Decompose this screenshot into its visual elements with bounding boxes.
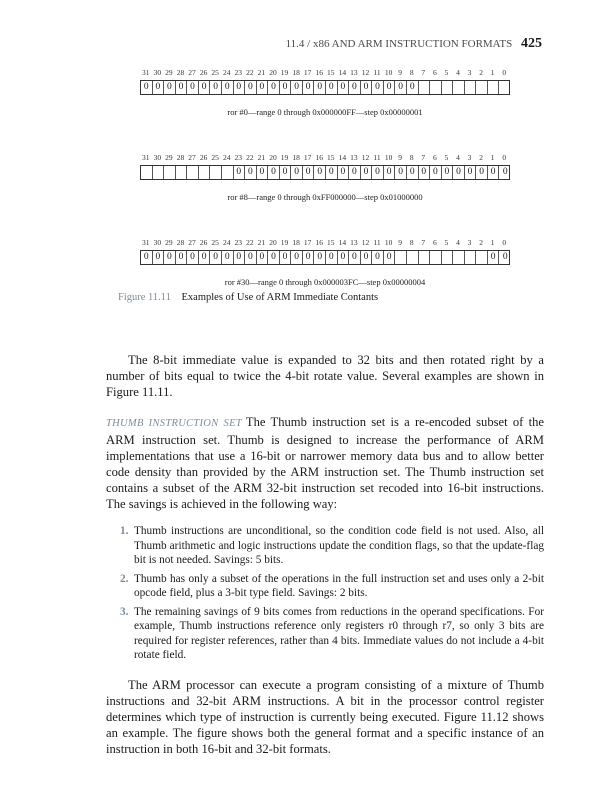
bit-index-label: 8 xyxy=(409,153,414,162)
bit-cell: 0 xyxy=(326,251,338,264)
bit-index-label: 7 xyxy=(421,153,426,162)
bit-index-label: 3 xyxy=(467,153,472,162)
bit-index-label: 14 xyxy=(338,238,347,247)
example-caption-1: ror #0—range 0 through 0x000000FF—step 0x00000001 xyxy=(227,107,423,117)
bit-index-label: 21 xyxy=(257,68,266,77)
bit-cell: 0 xyxy=(303,81,315,94)
bit-cell xyxy=(476,251,488,264)
bit-index-label: 7 xyxy=(421,238,426,247)
section-title: 11.4 / x86 AND ARM INSTRUCTION FORMATS xyxy=(285,38,513,50)
bit-cell: 0 xyxy=(419,166,431,179)
bit-index-label: 0 xyxy=(502,153,507,162)
bit-index-label: 28 xyxy=(176,68,185,77)
bit-cell: 0 xyxy=(280,251,292,264)
figure-title: Examples of Use of ARM Immediate Contants xyxy=(181,292,379,303)
bit-cell: 0 xyxy=(361,166,373,179)
bit-index-label: 5 xyxy=(444,153,449,162)
list-text: Thumb instructions are unconditional, so the condition code field is not used. Also, all Thumb arithmetic and logic instructions update the condition flags, so that the update-flag bit is not needed. Savings: 5 bits. xyxy=(134,525,544,566)
bit-cell: 0 xyxy=(372,81,384,94)
bit-index-label: 28 xyxy=(176,153,185,162)
bit-cell: 0 xyxy=(268,251,280,264)
bit-index-label: 6 xyxy=(432,68,437,77)
bit-cell: 0 xyxy=(141,251,153,264)
bit-cell xyxy=(199,166,211,179)
bit-cell: 0 xyxy=(395,166,407,179)
body-text xyxy=(106,352,544,757)
bit-index-label: 19 xyxy=(280,68,289,77)
bit-index-label: 24 xyxy=(222,153,231,162)
bit-index-label: 31 xyxy=(142,68,150,77)
bit-cell: 0 xyxy=(453,166,465,179)
bit-cell: 0 xyxy=(384,166,396,179)
bit-index-label: 6 xyxy=(432,153,437,162)
bit-cell xyxy=(187,166,199,179)
bit-cell: 0 xyxy=(291,251,303,264)
thumb-text: The Thumb instruction set is a re-encoded subset of the ARM instruction set. Thumb is designed to increase the performance of ARM implementations that use a 16-bit or narrower memory data bus and to allow better code density than provided by the ARM instruction set. The Thumb instruction set contains a subset of the ARM 32-bit instruction set recoded into 16-bit instructions. The savings is achieved in the following way: xyxy=(106,415,544,511)
bit-index-label: 11 xyxy=(373,238,381,247)
list-text: Thumb has only a subset of the operations in the full instruction set and uses only a 2-bit opcode field, plus a 3-bit type field. Savings: 2 bits. xyxy=(134,572,544,599)
bit-cell: 0 xyxy=(291,81,303,94)
bit-index-label: 22 xyxy=(246,153,254,162)
bit-index-label: 15 xyxy=(327,68,335,77)
bit-index-label: 17 xyxy=(303,68,312,77)
bit-cell xyxy=(499,81,511,94)
bit-cell: 0 xyxy=(407,81,419,94)
bit-index-label: 15 xyxy=(327,153,335,162)
bit-index-label: 13 xyxy=(350,153,358,162)
page-number: 425 xyxy=(521,36,542,51)
bit-index-label: 30 xyxy=(153,68,162,77)
bit-index-label: 14 xyxy=(338,153,347,162)
bit-cell: 0 xyxy=(430,166,442,179)
bit-cell: 0 xyxy=(314,251,326,264)
bit-cell xyxy=(141,166,153,179)
bit-index-label: 6 xyxy=(432,238,437,247)
bit-index-label: 9 xyxy=(398,238,403,247)
bit-cell: 0 xyxy=(349,81,361,94)
register-example-1 xyxy=(140,68,510,95)
bit-cell: 0 xyxy=(372,166,384,179)
bit-index-label: 17 xyxy=(303,153,312,162)
bit-index-label: 0 xyxy=(502,238,507,247)
bit-cell: 0 xyxy=(234,251,246,264)
bit-index-label: 23 xyxy=(234,238,243,247)
bit-cell: 0 xyxy=(245,166,257,179)
bit-cell: 0 xyxy=(141,81,153,94)
bit-index-label: 15 xyxy=(327,238,335,247)
figure-label: Figure 11.11 xyxy=(118,292,171,303)
bit-cell: 0 xyxy=(222,81,234,94)
bit-index-label: 21 xyxy=(257,153,266,162)
bit-cell: 0 xyxy=(361,81,373,94)
bit-cell: 0 xyxy=(245,251,257,264)
bit-index-label: 10 xyxy=(384,238,393,247)
example-caption-2: ror #8—range 0 through 0xFF000000—step 0x01000000 xyxy=(227,192,423,202)
bit-cell: 0 xyxy=(338,166,350,179)
bit-cell: 0 xyxy=(210,251,222,264)
bit-index-label: 20 xyxy=(269,238,277,247)
bit-cell xyxy=(164,166,176,179)
bit-cell: 0 xyxy=(502,252,508,262)
bit-cell: 0 xyxy=(245,81,257,94)
bit-index-label: 4 xyxy=(456,68,460,77)
bit-index-row xyxy=(140,238,510,248)
bit-index-label: 10 xyxy=(384,68,393,77)
bit-index-label: 29 xyxy=(165,238,173,247)
bit-index-label: 9 xyxy=(398,153,403,162)
bit-cell: 0 xyxy=(361,251,373,264)
bit-cell xyxy=(419,81,431,94)
bit-cell: 0 xyxy=(314,166,326,179)
bit-index-label: 22 xyxy=(246,68,254,77)
bit-cell xyxy=(465,81,477,94)
bit-index-label: 16 xyxy=(315,238,323,247)
bit-index-row xyxy=(140,153,510,163)
bit-cell xyxy=(430,251,442,264)
example-caption-3: ror #30—range 0 through 0x000003FC—step 0x00000004 xyxy=(224,277,426,287)
bit-cell: 0 xyxy=(326,166,338,179)
bit-index-label: 11 xyxy=(373,153,381,162)
bit-index-label: 20 xyxy=(269,68,277,77)
bit-cell: 0 xyxy=(372,251,384,264)
register-bitfield xyxy=(140,80,510,95)
bit-index-label: 31 xyxy=(142,238,150,247)
list-number: 3. xyxy=(120,605,129,618)
bit-index-label: 1 xyxy=(490,153,495,162)
bit-index-label: 16 xyxy=(315,153,323,162)
bit-index-label: 30 xyxy=(153,153,162,162)
bit-cell: 0 xyxy=(395,81,407,94)
register-example-2 xyxy=(140,153,510,180)
bit-cell: 0 xyxy=(257,251,269,264)
bit-index-label: 16 xyxy=(315,68,323,77)
bit-cell: 0 xyxy=(280,166,292,179)
bit-cell: 0 xyxy=(268,81,280,94)
bit-index-label: 24 xyxy=(222,238,231,247)
bit-index-label: 12 xyxy=(361,153,370,162)
list-number: 2. xyxy=(120,572,129,585)
bit-index-label: 23 xyxy=(234,68,243,77)
bit-cell: 0 xyxy=(187,251,199,264)
bit-index-label: 24 xyxy=(222,68,231,77)
bit-cell: 0 xyxy=(199,81,211,94)
bit-cell: 0 xyxy=(164,251,176,264)
bit-cell: 0 xyxy=(465,166,477,179)
figure-caption xyxy=(118,292,378,303)
list-item xyxy=(106,572,544,601)
bit-index-label: 27 xyxy=(188,153,196,162)
bit-cell: 0 xyxy=(210,81,222,94)
bit-index-label: 7 xyxy=(421,68,426,77)
register-example-3 xyxy=(140,238,510,265)
bit-index-label: 14 xyxy=(338,68,347,77)
bit-cell: 0 xyxy=(338,251,350,264)
bit-index-label: 29 xyxy=(165,68,173,77)
bit-index-label: 12 xyxy=(361,68,370,77)
bit-cell: 0 xyxy=(291,166,303,179)
bit-cell xyxy=(222,166,234,179)
bit-index-label: 25 xyxy=(211,153,219,162)
bit-index-label: 18 xyxy=(292,153,300,162)
bit-cell: 0 xyxy=(303,166,315,179)
bit-index-label: 27 xyxy=(188,238,196,247)
bit-cell: 0 xyxy=(384,81,396,94)
bit-index-label: 28 xyxy=(176,238,185,247)
bit-index-label: 18 xyxy=(292,68,300,77)
bit-cell: 0 xyxy=(234,166,246,179)
bit-index-label: 29 xyxy=(165,153,173,162)
paragraph-thumb xyxy=(106,414,544,512)
bit-index-label: 2 xyxy=(479,238,483,247)
bit-index-label: 25 xyxy=(211,68,219,77)
bit-index-label: 8 xyxy=(409,68,414,77)
bit-index-label: 21 xyxy=(257,238,266,247)
bit-index-label: 26 xyxy=(199,68,208,77)
bit-cell xyxy=(453,251,465,264)
bit-cell xyxy=(419,251,431,264)
list-text: The remaining savings of 9 bits comes from reductions in the operand specifications. For example, Thumb instructions reference only registers r0 through r7, so only 3 bits are required for register references, rather than 4 bits. Immediate values do not include a 4-bit rotate field. xyxy=(134,605,544,661)
bit-cell: 0 xyxy=(349,166,361,179)
bit-index-label: 5 xyxy=(444,238,449,247)
bit-cell: 0 xyxy=(187,81,199,94)
bit-cell: 0 xyxy=(176,81,188,94)
savings-list xyxy=(106,524,544,663)
bit-index-label: 8 xyxy=(409,238,414,247)
list-item xyxy=(106,605,544,663)
bit-cell: 0 xyxy=(268,166,280,179)
bit-cell: 0 xyxy=(338,81,350,94)
bit-cell: 0 xyxy=(407,166,419,179)
bit-cell xyxy=(395,251,407,264)
bit-index-label: 12 xyxy=(361,238,370,247)
bit-cell xyxy=(442,81,454,94)
bit-index-label: 3 xyxy=(467,68,472,77)
bit-index-label: 0 xyxy=(502,68,507,77)
bit-cell xyxy=(476,81,488,94)
running-head xyxy=(0,36,542,52)
bit-cell: 0 xyxy=(164,81,176,94)
bit-index-label: 18 xyxy=(292,238,300,247)
paragraph-intro: The 8-bit immediate value is expanded to 32 bits and then rotated right by a number of bits equal to twice the 4-bit rotate value. Several examples are shown in Figure 11.11. xyxy=(106,353,544,399)
bit-cell: 0 xyxy=(199,251,211,264)
bit-cell: 0 xyxy=(476,166,488,179)
bit-cell: 0 xyxy=(303,251,315,264)
bit-cell xyxy=(407,251,419,264)
bit-index-label: 13 xyxy=(350,238,358,247)
bit-cell xyxy=(442,251,454,264)
bit-cell: 0 xyxy=(153,251,165,264)
list-item xyxy=(106,524,544,568)
bit-cell xyxy=(210,166,222,179)
bit-index-label: 31 xyxy=(142,153,150,162)
bit-index-label: 19 xyxy=(280,238,289,247)
bit-index-label: 27 xyxy=(188,68,196,77)
bit-index-label: 3 xyxy=(467,238,472,247)
bit-cell: 0 xyxy=(488,166,500,179)
bit-index-label: 11 xyxy=(373,68,381,77)
bit-cell: 0 xyxy=(488,251,500,264)
bit-index-label: 10 xyxy=(384,153,393,162)
bit-index-label: 30 xyxy=(153,238,162,247)
bit-index-label: 4 xyxy=(456,238,460,247)
bit-index-label: 2 xyxy=(479,68,483,77)
bit-cell xyxy=(153,166,165,179)
bit-cell: 0 xyxy=(280,81,292,94)
bit-cell xyxy=(465,251,477,264)
bit-index-label: 23 xyxy=(234,153,243,162)
bit-index-label: 5 xyxy=(444,68,449,77)
list-number: 1. xyxy=(120,525,129,537)
bit-index-label: 22 xyxy=(246,238,254,247)
register-bitfield xyxy=(140,165,510,180)
bit-cell: 0 xyxy=(384,251,396,264)
bit-index-label: 1 xyxy=(490,68,495,77)
bit-index-label: 26 xyxy=(199,238,208,247)
bit-cell: 0 xyxy=(153,81,165,94)
bit-index-label: 13 xyxy=(350,68,358,77)
bit-cell: 0 xyxy=(176,251,188,264)
bit-cell: 0 xyxy=(349,251,361,264)
bit-cell: 0 xyxy=(442,166,454,179)
bit-index-label: 4 xyxy=(456,153,460,162)
bit-index-label: 17 xyxy=(303,238,312,247)
bit-index-label: 19 xyxy=(280,153,289,162)
bit-cell xyxy=(453,81,465,94)
bit-cell xyxy=(430,81,442,94)
bit-index-label: 20 xyxy=(269,153,277,162)
bit-index-row xyxy=(140,68,510,78)
bit-cell: 0 xyxy=(222,251,234,264)
bit-index-label: 2 xyxy=(479,153,483,162)
bit-cell: 0 xyxy=(502,167,508,177)
bit-cell xyxy=(176,166,188,179)
bit-index-label: 9 xyxy=(398,68,403,77)
bit-cell: 0 xyxy=(257,81,269,94)
bit-index-label: 25 xyxy=(211,238,219,247)
bit-index-label: 1 xyxy=(490,238,495,247)
bit-index-label: 26 xyxy=(199,153,208,162)
bit-cell: 0 xyxy=(234,81,246,94)
thumb-heading: THUMB INSTRUCTION SET xyxy=(106,418,242,429)
paragraph-mixed: The ARM processor can execute a program consisting of a mixture of Thumb instructions and 32-bit ARM instructions. A bit in the processor control register determines which type of instruction is currently being executed. Figure 11.12 shows an example. The figure shows both the general format and a specific instance of an instruction in both 16-bit and 32-bit formats. xyxy=(106,677,544,756)
bit-cell: 0 xyxy=(314,81,326,94)
bit-cell xyxy=(488,81,500,94)
register-bitfield xyxy=(140,250,510,265)
bit-cell: 0 xyxy=(257,166,269,179)
bit-cell: 0 xyxy=(326,81,338,94)
